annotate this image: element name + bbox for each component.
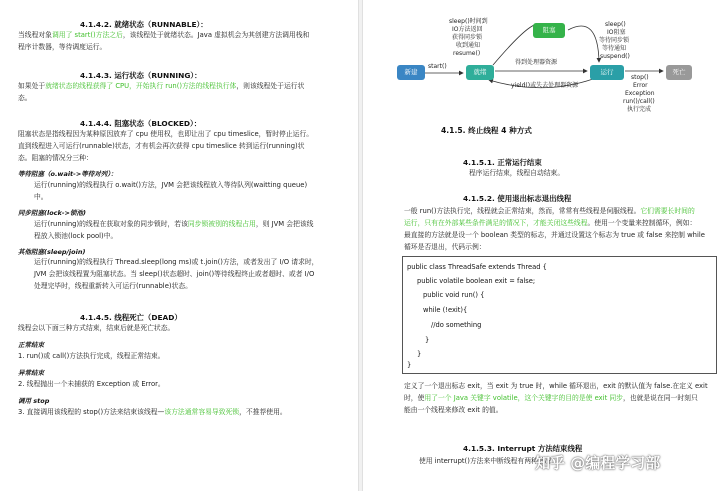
label-stop-note-4: run()/call() bbox=[623, 98, 655, 105]
exception-end-title: 异常结束 bbox=[18, 369, 44, 377]
heading-exit-flag: 4.1.5.2. 使用退出标志退出线程 bbox=[463, 194, 572, 203]
heading-normal-run-end: 4.1.5.1. 正常运行结束 bbox=[463, 158, 542, 167]
state-new: 新建 bbox=[397, 65, 425, 80]
paragraph-blocked-line3: 态。阻塞的情况分三种： bbox=[18, 154, 93, 162]
paragraph-dead: 线程会以下面三种方式结束，结束后就是死亡状态。 bbox=[18, 324, 175, 332]
normal-end-title: 正常结束 bbox=[18, 341, 44, 349]
label-yield: yield()或失去处理器资源 bbox=[511, 82, 579, 89]
state-dead: 死亡 bbox=[666, 65, 692, 80]
heading-blocked: 4.1.4.4. 阻塞状态（BLOCKED）： bbox=[80, 119, 202, 128]
other-blocking-title: 其他阻塞(sleep/join) bbox=[18, 248, 86, 256]
code-line-8: } bbox=[407, 361, 412, 369]
wait-blocking-line1: 运行(running)的线程执行 o.wait()方法，JVM 会把该线程放入等待队列(waitting queue) bbox=[34, 181, 308, 189]
code-line-1: public class ThreadSafe extends Thread { bbox=[407, 263, 547, 271]
stop-end-title: 调用 stop bbox=[18, 397, 50, 405]
heading-dead: 4.1.4.5. 线程死亡（DEAD） bbox=[80, 313, 182, 322]
right-page bbox=[363, 0, 720, 491]
paragraph-exit-flag-line2: 运行，只有在外部某些条件满足的情况下，才能关闭这些线程。使用一个变量来控制循环，例如： bbox=[404, 219, 697, 227]
watermark: 知乎 @编程学习部 bbox=[535, 454, 661, 472]
label-left-note-4: 收到通知 bbox=[456, 42, 481, 49]
exception-end-item: 2. 线程抛出一个未捕获的 Exception 或 Error。 bbox=[18, 380, 165, 388]
heading-running: 4.1.4.3. 运行状态（RUNNING）： bbox=[80, 71, 202, 80]
wait-blocking-title: 等待阻塞（o.wait->等待对列）： bbox=[18, 170, 118, 178]
code-line-7: } bbox=[417, 350, 422, 358]
heading-runnable: 4.1.4.2. 就绪状态（RUNNABLE）： bbox=[80, 20, 208, 29]
paragraph-blocked-line1: 阻塞状态是指线程因为某种原因放弃了 cpu 使用权，也即让出了 cpu timeslice，暂时停止运行。 bbox=[18, 130, 314, 138]
label-stop-note-3: Exception bbox=[625, 90, 655, 97]
other-blocking-line1: 运行(running)的线程执行 Thread.sleep(long ms)或 t.join()方法，或者发出了 I/O 请求时， bbox=[34, 258, 319, 266]
label-left-note-5: resume() bbox=[453, 50, 481, 57]
label-stop-note-1: stop() bbox=[631, 74, 649, 81]
code-line-2: public volatile boolean exit = false; bbox=[417, 277, 536, 285]
code-line-5: //do something bbox=[431, 321, 482, 329]
left-page bbox=[0, 0, 358, 491]
label-right-note-2: IO阻塞 bbox=[607, 29, 626, 36]
normal-end-item: 1. run()或 call()方法执行完成，线程正常结束。 bbox=[18, 352, 165, 360]
state-blocked: 阻塞 bbox=[533, 23, 565, 38]
paragraph-normal-run-end: 程序运行结束，线程自动结束。 bbox=[469, 169, 565, 177]
wait-blocking-line2: 中。 bbox=[34, 193, 48, 201]
state-running: 运行 bbox=[590, 65, 624, 80]
paragraph-exit-flag-line1: 一般 run()方法执行完，线程就会正常结束，然而，常常有些线程是伺服线程。它们需要长时间的 bbox=[404, 207, 695, 215]
label-left-note-1: sleep()时间到 bbox=[449, 18, 488, 25]
label-start: start() bbox=[428, 63, 447, 70]
paragraph-runnable-line2: 程序计数器，等待调度运行。 bbox=[18, 43, 107, 51]
code-line-3: public void run() { bbox=[423, 291, 485, 299]
heading-terminate-thread: 4.1.5. 终止线程 4 种方式 bbox=[441, 126, 532, 135]
arrow-running-blocked bbox=[568, 26, 599, 62]
stop-end-item: 3. 直接调用该线程的 stop()方法来结束该线程—该方法通常容易导致死锁，不推荐使用。 bbox=[18, 408, 287, 416]
paragraph-exit-flag-line4: 循环是否退出，代码示例： bbox=[404, 243, 486, 251]
label-stop-note-5: 执行完成 bbox=[627, 106, 652, 113]
paragraph-running-line1: 如果处于就绪状态的线程获得了 CPU，开始执行 run()方法的线程执行体，则该线程处于运行状 bbox=[18, 82, 305, 90]
paragraph-after-code-line2: 时，使用了一个 Java 关键字 volatile，这个关键字的目的是使 exit 同步，也就是说在同一时刻只 bbox=[404, 394, 698, 402]
paragraph-after-code-line1: 定义了一个退出标志 exit，当 exit 为 true 时，while 循环退出，exit 的默认值为 false.在定义 exit bbox=[404, 382, 708, 390]
paragraph-interrupt: 使用 interrupt()方法来中断线程有两种情况： bbox=[419, 457, 559, 465]
other-blocking-line2: JVM 会把该线程置为阻塞状态。当 sleep()状态超时、join()等待线程终止或者超时、或者 I/O bbox=[34, 270, 315, 278]
label-gets-cpu: 得到处理器资源 bbox=[515, 59, 558, 66]
thread-state-diagram bbox=[363, 0, 720, 113]
paragraph-running-line2: 态。 bbox=[18, 94, 32, 102]
label-left-note-2: IO方法返回 bbox=[452, 26, 483, 33]
paragraph-exit-flag-line3: 最直接的方法就是设一个 boolean 类型的标志，并通过设置这个标志为 true 或 false 来控制 while bbox=[404, 231, 705, 239]
other-blocking-line3: 处理完毕时，线程重新转入可运行(runnable)状态。 bbox=[34, 282, 192, 290]
paragraph-blocked-line2: 直到线程进入可运行(runnable)状态，才有机会再次获得 cpu timeslice 转到运行(running)状 bbox=[18, 142, 305, 150]
label-left-note-3: 获得同步锁 bbox=[452, 34, 483, 41]
sync-blocking-line2: 程放入锁池(lock pool)中。 bbox=[34, 232, 118, 240]
sync-blocking-line1: 运行(running)的线程在获取对象的同步锁时，若该同步锁被别的线程占用，则 JVM 会把该线 bbox=[34, 220, 314, 228]
paragraph-runnable-line1: 当线程对象调用了 start()方法之后，该线程处于就绪状态。Java 虚拟机会为其创建方法调用栈和 bbox=[18, 31, 310, 39]
paragraph-after-code-line3: 能由一个线程来修改 exit 的值。 bbox=[404, 406, 503, 414]
sync-blocking-title: 同步阻塞(lock->锁池) bbox=[18, 209, 86, 217]
heading-interrupt: 4.1.5.3. Interrupt 方法结束线程 bbox=[463, 444, 583, 453]
code-line-6: } bbox=[425, 336, 430, 344]
state-ready: 就绪 bbox=[466, 65, 494, 80]
label-right-note-4: 等待通知 bbox=[602, 45, 627, 52]
code-line-4: while (!exit){ bbox=[423, 306, 468, 314]
label-right-note-5: suspend() bbox=[600, 53, 630, 60]
code-block bbox=[402, 256, 717, 374]
diagram-arrows bbox=[363, 0, 720, 110]
label-stop-note-2: Error bbox=[633, 82, 648, 89]
label-right-note-3: 等待同步锁 bbox=[599, 37, 630, 44]
label-right-note-1: sleep() bbox=[605, 21, 626, 28]
